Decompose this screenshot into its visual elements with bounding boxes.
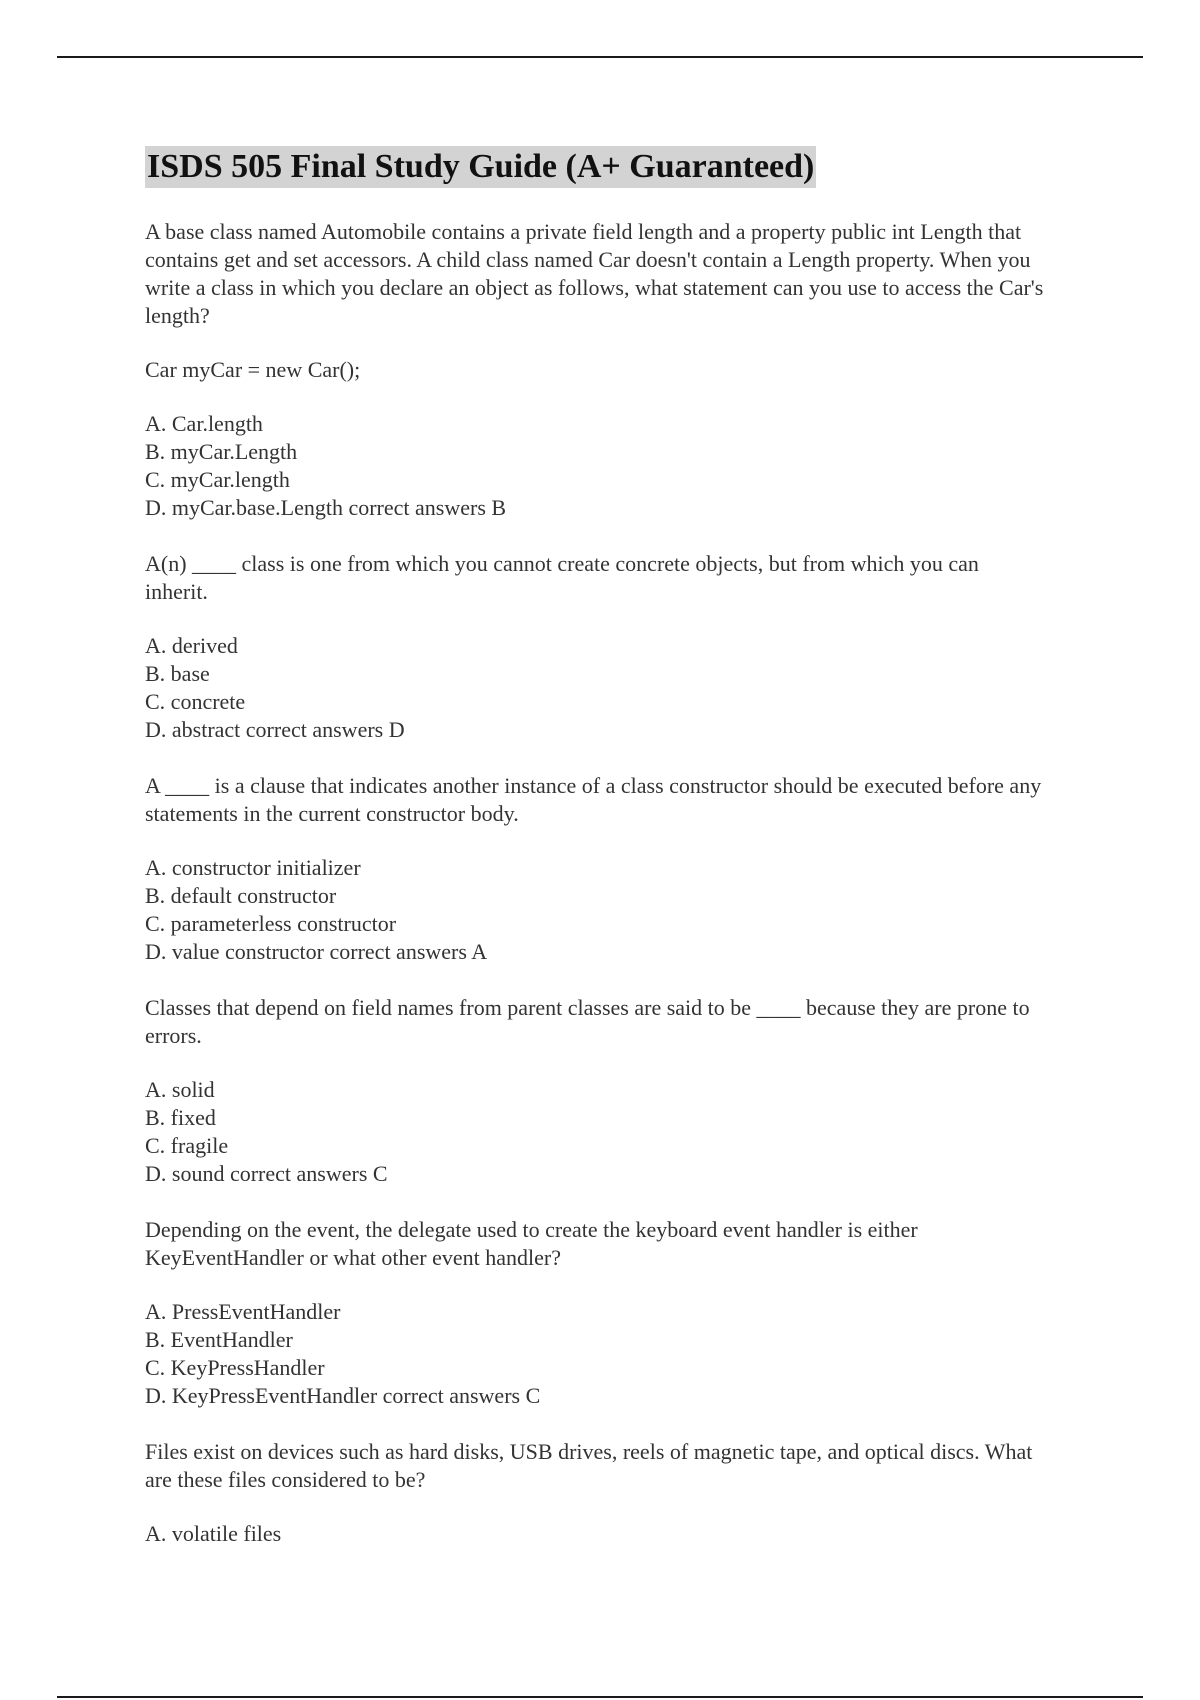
answer-options	[145, 1076, 1045, 1188]
option-c: C. fragile	[145, 1133, 229, 1158]
question-stem: A ____ is a clause that indicates another instance of a class constructor should be executed before any statements in the current constructor body.	[145, 773, 1042, 826]
option-a: A. PressEventHandler	[145, 1299, 341, 1324]
option-d: D. sound correct answers C	[145, 1161, 388, 1186]
option-a: A. Car.length	[145, 411, 263, 436]
option-a: A. constructor initializer	[145, 855, 361, 880]
document-body	[145, 146, 1045, 1548]
option-d: D. abstract correct answers D	[145, 717, 405, 742]
question-stem: A(n) ____ class is one from which you cannot create concrete objects, but from which you can inherit.	[145, 551, 979, 604]
question-6	[145, 1438, 1045, 1548]
option-a: A. volatile files	[145, 1521, 282, 1546]
question-1	[145, 218, 1045, 522]
question-2	[145, 550, 1045, 744]
option-d: D. value constructor correct answers A	[145, 939, 488, 964]
answer-options	[145, 1520, 1045, 1548]
bottom-rule	[57, 1696, 1143, 1698]
answer-options	[145, 410, 1045, 522]
option-c: C. concrete	[145, 689, 246, 714]
answer-options	[145, 1298, 1045, 1410]
option-c: C. KeyPressHandler	[145, 1355, 325, 1380]
question-stem: Files exist on devices such as hard disks, USB drives, reels of magnetic tape, and optical discs. What are these files considered to be?	[145, 1439, 1033, 1492]
option-a: A. derived	[145, 633, 238, 658]
question-5	[145, 1216, 1045, 1410]
option-b: B. myCar.Length	[145, 439, 298, 464]
option-b: B. default constructor	[145, 883, 337, 908]
question-stem: A base class named Automobile contains a private field length and a property public int Length that contains get and set accessors. A child class named Car doesn't contain a Length property. When you write a class in which you declare an object as follows, what statement can you use to access the Car's length?	[145, 219, 1044, 328]
answer-options	[145, 854, 1045, 966]
answer-options	[145, 632, 1045, 744]
option-b: B. fixed	[145, 1105, 216, 1130]
option-d: D. myCar.base.Length correct answers B	[145, 495, 507, 520]
code-snippet: Car myCar = new Car();	[145, 357, 361, 382]
option-d: D. KeyPressEventHandler correct answers C	[145, 1383, 541, 1408]
question-stem: Depending on the event, the delegate used to create the keyboard event handler is either KeyEventHandler or what other event handler?	[145, 1217, 918, 1270]
question-3	[145, 772, 1045, 966]
option-b: B. base	[145, 661, 210, 686]
option-a: A. solid	[145, 1077, 215, 1102]
option-c: C. parameterless constructor	[145, 911, 397, 936]
option-b: B. EventHandler	[145, 1327, 293, 1352]
question-4	[145, 994, 1045, 1188]
top-rule	[57, 56, 1143, 58]
option-c: C. myCar.length	[145, 467, 290, 492]
question-stem: Classes that depend on field names from parent classes are said to be ____ because they are prone to errors.	[145, 995, 1030, 1048]
document-title: ISDS 505 Final Study Guide (A+ Guaranteed)	[145, 146, 816, 188]
